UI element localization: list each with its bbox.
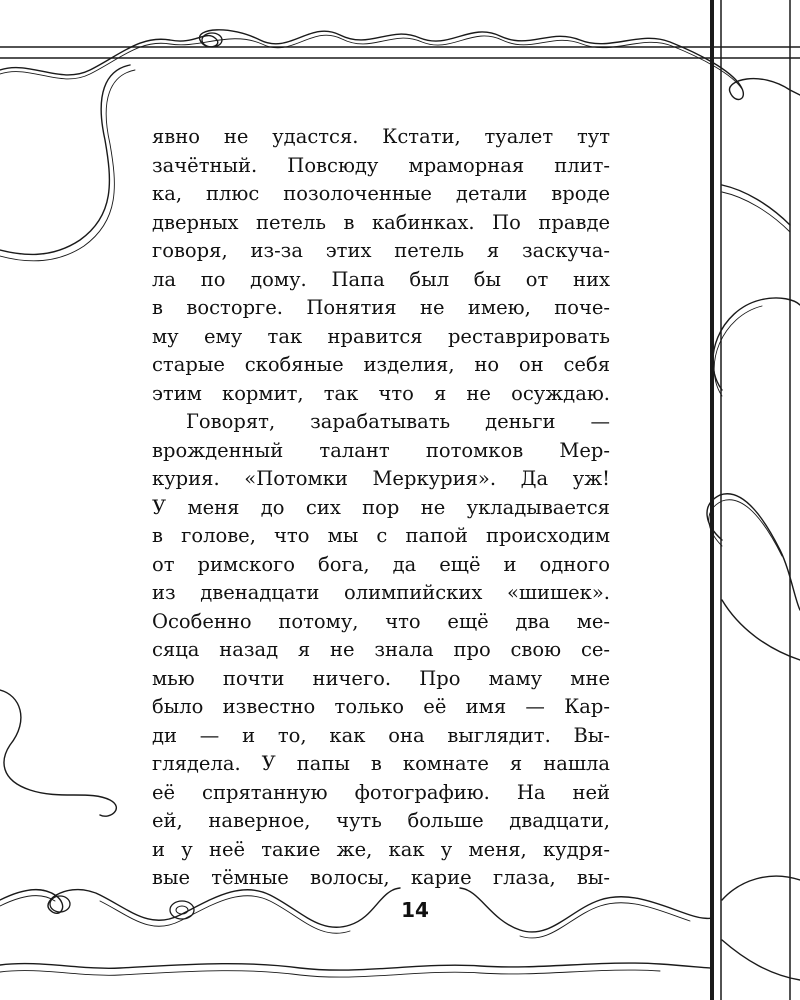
ribbon-curl (176, 906, 188, 914)
bottom-ribbon (0, 888, 712, 932)
page-body-text (152, 123, 610, 893)
text-line: в восторге. Понятия не имею, поче- (152, 296, 610, 319)
text-line: ла по дому. Папа был бы от них (152, 267, 610, 291)
text-line: вые тёмные волосы, карие глаза, вы- (152, 866, 610, 889)
ribbon-curl (50, 896, 70, 912)
left-ribbon (0, 65, 130, 254)
text-line: этим кормит, так что я не осуждаю. (152, 381, 610, 405)
text-line: сяца назад я не знала про свою се- (152, 638, 610, 661)
text-line: Особенно потому, что ещё два ме- (152, 609, 610, 633)
left-ribbon (0, 70, 135, 261)
text-line: из двенадцати олимпийских «шишек». (152, 581, 610, 604)
text-line: глядела. У папы в комнате я нашла (152, 752, 610, 775)
text-line: и у неё такие же, как у меня, кудря- (152, 837, 610, 861)
bottom-ribbon (0, 896, 690, 938)
text-line: её спрятанную фотографию. На ней (152, 780, 610, 804)
text-line: явно не удастся. Кстати, туалет тут (152, 125, 610, 148)
top-ribbon (0, 30, 800, 100)
bottom-ribbon-lower (0, 963, 712, 970)
text-line: У меня до сих пор не укладывается (152, 495, 610, 519)
text-line: ей, наверное, чуть больше двадцати, (152, 809, 610, 832)
text-line: было известно только её имя — Кар- (152, 695, 610, 718)
paragraph-first-line: Говорят, зарабатывать деньги — (186, 410, 610, 433)
text-line: старые скобяные изделия, но он себя (152, 353, 610, 376)
text-line: зачётный. Повсюду мраморная плит- (152, 153, 610, 177)
text-line: ди — и то, как она выглядит. Вы- (152, 723, 610, 747)
text-line: в голове, что мы с папой происходим (152, 524, 610, 547)
text-line: ка, плюс позолоченные детали вроде (152, 182, 610, 205)
text-line: от римского бога, да ещё и одного (152, 552, 610, 576)
top-ribbon (0, 35, 742, 89)
text-line: мью почти ничего. Про маму мне (152, 666, 610, 690)
bottom-ribbon-lower (0, 970, 660, 977)
text-line: дверных петель в кабинках. По правде (152, 210, 610, 234)
page-number: 14 (401, 898, 429, 922)
text-line: курия. «Потомки Меркурия». Да уж! (152, 467, 610, 490)
text-line: врожденный талант потомков Мер- (152, 438, 610, 462)
text-line: му ему так нравится реставрировать (152, 324, 610, 348)
text-line: говоря, из-за этих петель я заскуча- (152, 239, 610, 262)
left-ribbon-bottom (0, 690, 116, 816)
